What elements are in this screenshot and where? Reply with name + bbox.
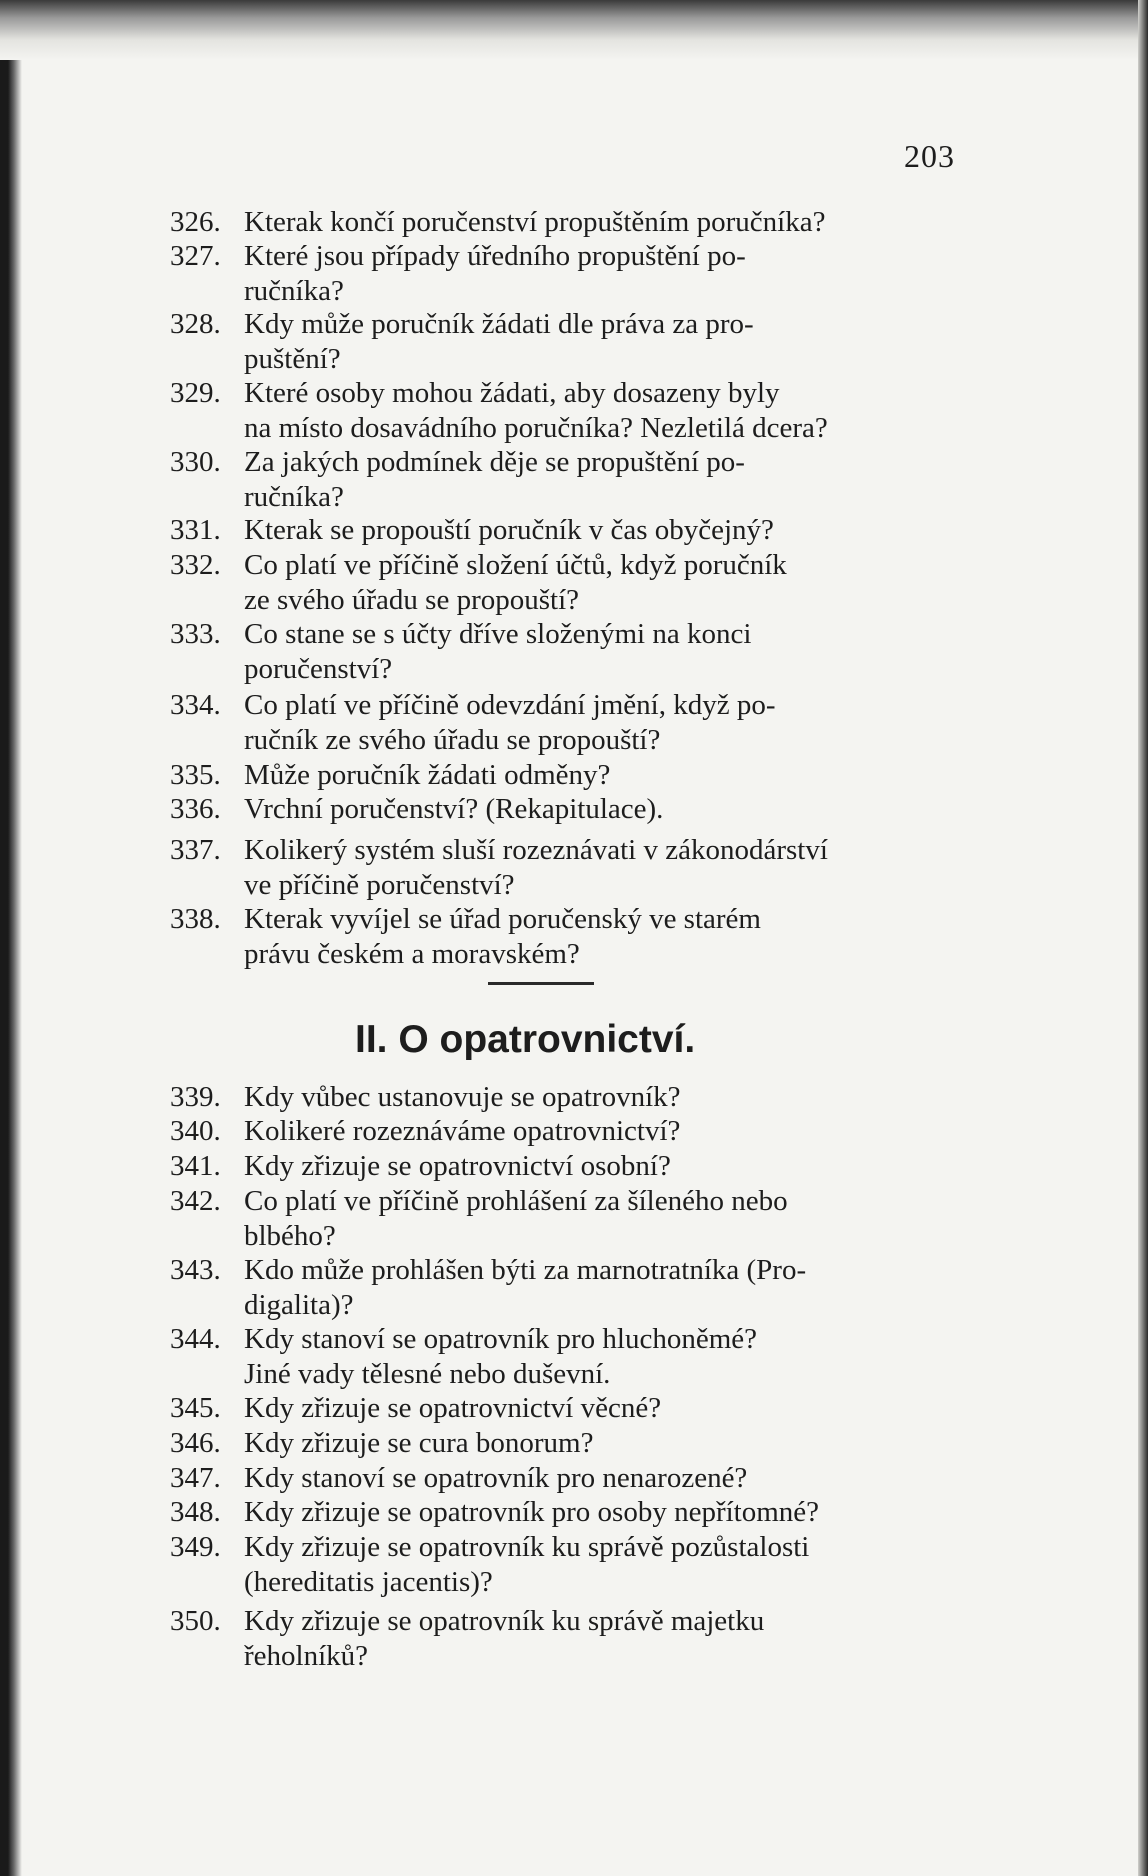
question-number: 343.: [170, 1254, 221, 1286]
question-text: Kterak končí poručenství propuštěním poručníka?: [244, 206, 826, 238]
question-number: 336.: [170, 793, 221, 825]
section-divider: [488, 982, 594, 985]
question-number: 332.: [170, 549, 221, 581]
question-text: Kterak se propouští poručník v čas obyčejný?: [244, 514, 774, 546]
question-text: Které osoby mohou žádati, aby dosazeny byly na místo dosavádního poručníka? Nezletilá dcera?: [244, 377, 828, 444]
question-number: 326.: [170, 206, 221, 238]
question-number: 327.: [170, 240, 221, 272]
page-number: 203: [904, 138, 955, 174]
question-number: 333.: [170, 618, 221, 650]
section-heading: II. O opatrovnictví.: [355, 1018, 696, 1061]
question-text: Kdy zřizuje se opatrovník pro osoby nepřítomné?: [244, 1496, 820, 1528]
question-text: Může poručník žádati odměny?: [244, 759, 611, 791]
question-text: Kdy stanoví se opatrovník pro hluchoněmé? Jiné vady tělesné nebo duševní.: [244, 1323, 758, 1390]
question-number: 340.: [170, 1115, 221, 1147]
question-number: 330.: [170, 446, 221, 478]
question-text: Kdy může poručník žádati dle práva za pro- puštění?: [244, 308, 754, 375]
question-text: Kolikerý systém sluší rozeznávati v zákonodárství ve příčině poručenství?: [244, 834, 828, 901]
question-text: Kdy zřizuje se opatrovnictví věcné?: [244, 1392, 662, 1424]
scan-edge-top: [0, 0, 1148, 60]
question-number: 329.: [170, 377, 221, 409]
question-text: Kdy zřizuje se opatrovnictví osobní?: [244, 1150, 671, 1182]
question-number: 335.: [170, 759, 221, 791]
question-text: Kdy zřizuje se opatrovník ku správě pozůstalosti (hereditatis jacentis)?: [244, 1531, 810, 1598]
question-number: 338.: [170, 903, 221, 935]
question-number: 331.: [170, 514, 221, 546]
question-number: 346.: [170, 1427, 221, 1459]
question-number: 344.: [170, 1323, 221, 1355]
question-text: Co platí ve příčině složení účtů, když poručník ze svého úřadu se propouští?: [244, 549, 787, 616]
question-number: 334.: [170, 689, 221, 721]
question-text: Kdy stanoví se opatrovník pro nenarozené?: [244, 1462, 748, 1494]
question-text: Kolikeré rozeznáváme opatrovnictví?: [244, 1115, 681, 1147]
question-number: 349.: [170, 1531, 221, 1563]
question-number: 341.: [170, 1150, 221, 1182]
question-text: Kdo může prohlášen býti za marnotratníka (Pro- digalita)?: [244, 1254, 807, 1321]
question-text: Kdy zřizuje se cura bonorum?: [244, 1427, 594, 1459]
question-number: 350.: [170, 1605, 221, 1637]
question-number: 345.: [170, 1392, 221, 1424]
question-text: Co platí ve příčině odevzdání jmění, když po- ručník ze svého úřadu se propouští?: [244, 689, 776, 756]
question-number: 328.: [170, 308, 221, 340]
question-text: Které jsou případy úředního propuštění po- ručníka?: [244, 240, 746, 307]
question-text: Co platí ve příčině prohlášení za šíleného nebo blbého?: [244, 1185, 788, 1252]
question-number: 337.: [170, 834, 221, 866]
question-number: 342.: [170, 1185, 221, 1217]
question-number: 347.: [170, 1462, 221, 1494]
scan-edge-right: [1138, 0, 1148, 1876]
question-text: Za jakých podmínek děje se propuštění po- ručníka?: [244, 446, 745, 513]
question-text: Vrchní poručenství? (Rekapitulace).: [244, 793, 664, 825]
question-number: 348.: [170, 1496, 221, 1528]
question-text: Kdy zřizuje se opatrovník ku správě majetku řeholníků?: [244, 1605, 765, 1672]
question-text: Co stane se s účty dříve složenými na konci poručenství?: [244, 618, 752, 685]
question-text: Kdy vůbec ustanovuje se opatrovník?: [244, 1081, 681, 1113]
question-number: 339.: [170, 1081, 221, 1113]
question-text: Kterak vyvíjel se úřad poručenský ve starém právu českém a moravském?: [244, 903, 761, 970]
scan-edge-left: [0, 0, 22, 1876]
